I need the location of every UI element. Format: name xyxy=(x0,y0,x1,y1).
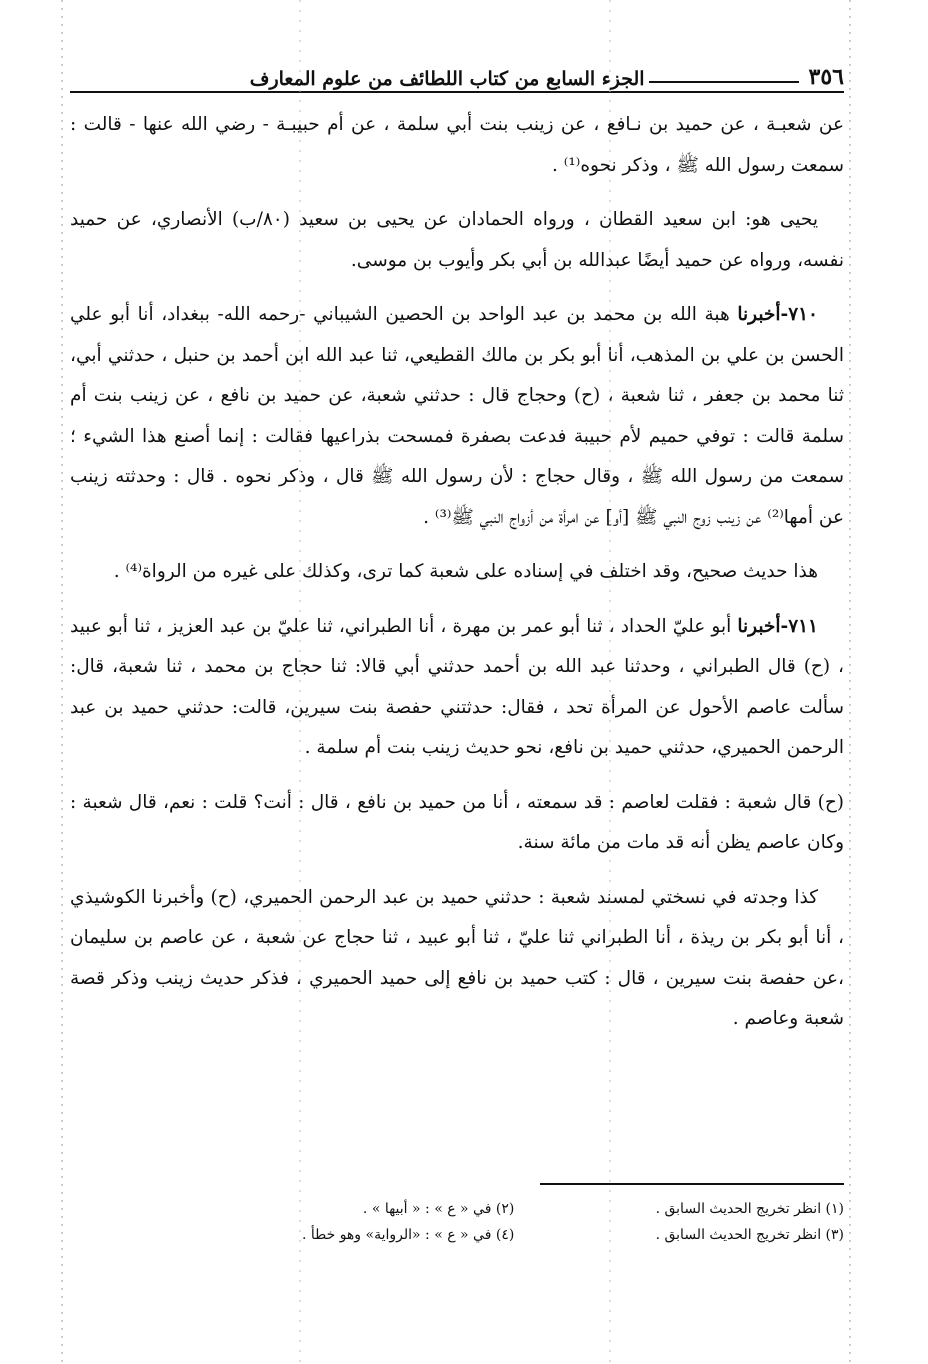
paragraph-text: يحيى هو: ابن سعيد القطان ، ورواه الحمادان عن يحيى بن سعيد (٨٠/ب) الأنصاري، عن حميد نفسه، ورواه عن حميد أيضًا عبدالله بن أبي بكر وأيوب بن موسى. xyxy=(70,209,844,271)
paragraph-text: كذا وجدته في نسختي لمسند شعبة : حدثني حميد بن عبد الرحمن الحميري، (ح) وأخبرنا الكوشيذي ، أنا أبو بكر بن ريذة ، أنا الطبراني ثنا عليّ ، ثنا أبو عبيد ، ثنا حجاج عن شعبة ، عن عاصم بن سليمان ،عن حفصة بنت سيرين ، قال : كتب حميد بن نافع إلى حميد الحميري ، فذكر حديث زينب وذكر قصة شعبة وعاصم . xyxy=(70,886,844,1029)
paragraph-text: عن شعبـة ، عن حميد بن نـافع ، عن زينب بنت أبي سلمة ، عن أم حبيبـة - رضي الله عنها - قالت : سمعت رسول الله ﷺ ، وذكر نحوه⁽¹⁾ . xyxy=(70,114,844,176)
footnote-separator xyxy=(540,1183,844,1185)
header-dash xyxy=(649,71,799,83)
footnote-4: (٤) في « ع » : «الرواية» وهو خطأ . xyxy=(301,1227,515,1243)
paragraph xyxy=(70,783,844,864)
paragraph-text: أبو عليّ الحداد ، ثنا أبو عمر بن مهرة ، أنا الطبراني، ثنا عليّ بن عبد العزيز ، ثنا أبو عبيد ، (ح) قال الطبراني ، وحدثنا عبد الله بن أحمد حدثني أبي قالا: ثنا حجاج بن محمد ، ثنا شعبة، قال: سألت عاصم الأحول عن المرأة تحد ، فقال: حدثتني حفصة بنت سيرين، قالت: حدثني حميد بن عبد الرحمن الحميري، حدثني حميد بن نافع، نحو حديث زينب بنت أم سلمة . xyxy=(70,615,844,758)
running-title: الجزء السابع من كتاب اللطائف من علوم المعارف xyxy=(249,68,645,90)
paragraph xyxy=(70,200,844,281)
footnote-row xyxy=(210,1222,844,1248)
footnote-3: (٣) انظر تخريج الحديث السابق . xyxy=(655,1227,844,1243)
footnote-1: (١) انظر تخريج الحديث السابق . xyxy=(655,1201,844,1217)
page-header xyxy=(70,56,844,90)
header-rule xyxy=(70,91,844,93)
footnote-2: (٢) في « ع » : « أبيها » . xyxy=(362,1201,515,1217)
page-number: ٣٥٦ xyxy=(808,64,844,90)
paragraph xyxy=(70,105,844,186)
hadith-711 xyxy=(70,607,844,769)
paragraph-text: هبة الله بن محمد بن عبد الواحد بن الحصين الشيباني -رحمه الله- ببغداد، أنا أبو علي الحسن بن علي بن المذهب، أنا أبو بكر بن مالك القطيعي، ثنا عبد الله ابن أحمد بن حنبل ، حدثني أبي، ثنا محمد بن جعفر ، ثنا شعبة ، (ح) وحجاج قال : حدثني شعبة، عن حميد بن نافع ، عن زينب بنت أم سلمة قالت : توفي حميم لأم حبيبة فدعت بصفرة فمسحت بذراعيها فقالت : إنما أصنع هذا الشيء ؛ سمعت من رسول الله ﷺ ، وقال حجاج : لأن رسول الله ﷺ قال ، وذكر نحوه . قال : وحدثته زينب عن أمها⁽²⁾ عن زينب زوج النبي ﷺ [أو] عن امرأة من أزواج النبي ﷺ⁽³⁾ . xyxy=(70,304,844,528)
hadith-number: ٧١٠-أخبرنا xyxy=(737,304,818,325)
footnote-row xyxy=(210,1196,844,1222)
main-text xyxy=(70,105,844,1054)
paragraph xyxy=(70,552,844,593)
footnotes xyxy=(210,1196,844,1248)
paragraph xyxy=(70,878,844,1040)
paragraph-text: هذا حديث صحيح، وقد اختلف في إسناده على شعبة كما ترى، وكذلك على غيره من الرواة⁽⁴⁾ . xyxy=(113,561,818,582)
hadith-710 xyxy=(70,295,844,538)
hadith-number: ٧١١-أخبرنا xyxy=(737,615,818,637)
paragraph-text: (ح) قال شعبة : فقلت لعاصم : قد سمعته ، أنا من حميد بن نافع ، قال : أنت؟ قلت : نعم، قال شعبة : وكان عاصم يظن أنه قد مات من مائة سنة. xyxy=(70,791,844,853)
